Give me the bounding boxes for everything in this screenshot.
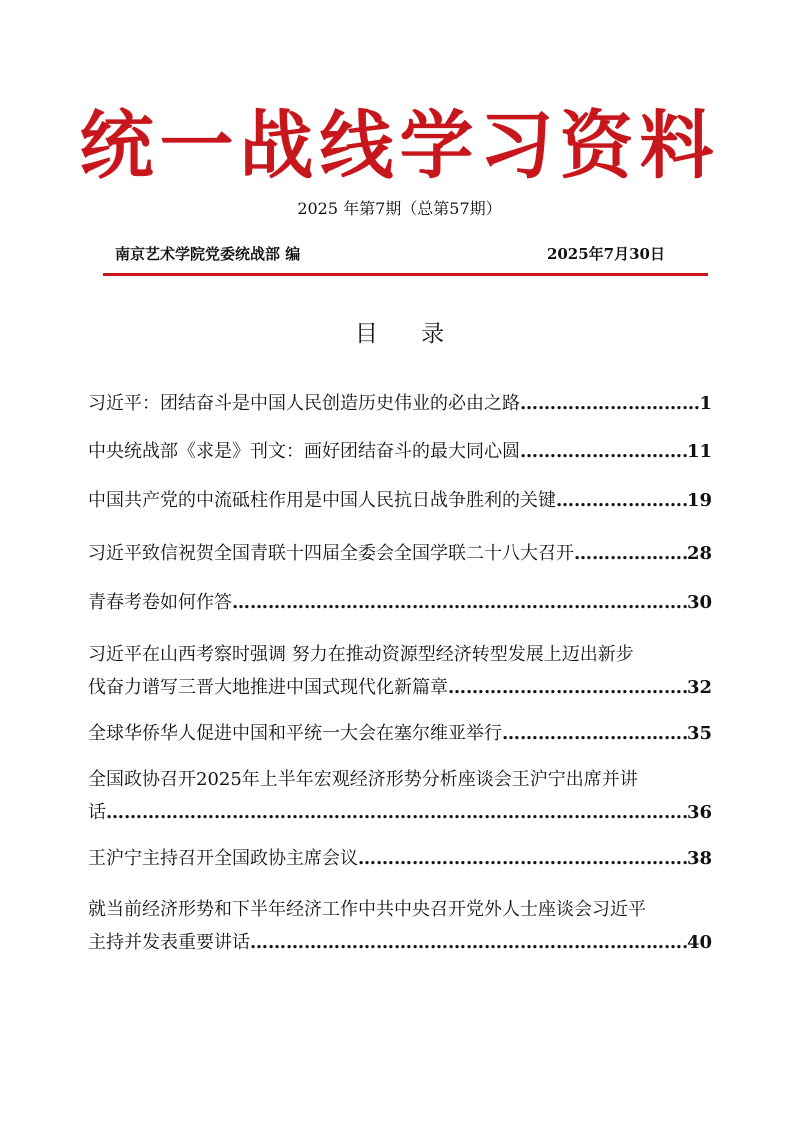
toc-entry-title: 青春考卷如何作答 — [88, 592, 232, 613]
toc-entry-title: 全球华侨华人促进中国和平统一大会在塞尔维亚举行 — [88, 723, 502, 744]
toc-entry-title: 习近平致信祝贺全国青联十四届全委会全国学联二十八大召开 — [88, 543, 574, 564]
toc-leader-dots — [502, 717, 687, 750]
toc-entry[interactable] — [88, 717, 712, 750]
toc-entry-page: 30 — [686, 592, 712, 613]
publication-date: 2025年7月30日 — [546, 245, 665, 263]
toc-leader-dots — [358, 842, 687, 875]
toc-leader-dots — [520, 387, 699, 420]
editor-credit: 南京艺术学院党委统战部 编 — [115, 245, 301, 263]
toc-entry-title: 习近平：团结奋斗是中国人民创造历史伟业的必由之路 — [88, 393, 520, 414]
toc-leader-dots — [106, 796, 687, 829]
toc-entry-title: 王沪宁主持召开全国政协主席会议 — [88, 848, 358, 869]
toc-entry-title: 话 — [88, 802, 106, 823]
toc-entry-title: 中国共产党的中流砥柱作用是中国人民抗日战争胜利的关键 — [88, 490, 556, 511]
toc-leader-dots — [232, 586, 687, 619]
toc-leader-dots — [556, 484, 687, 517]
toc-entry[interactable] — [88, 537, 712, 570]
toc-entry-page: 1 — [699, 393, 712, 414]
toc-entry-page: 28 — [686, 543, 712, 564]
toc-entry-title-line1: 就当前经济形势和下半年经济工作中共中央召开党外人士座谈会习近平 — [88, 899, 646, 920]
document-title: 统一战线学习资料 — [79, 103, 720, 189]
toc-entry-title-line1: 全国政协召开2025年上半年宏观经济形势分析座谈会王沪宁出席并讲 — [88, 769, 638, 790]
toc-leader-dots — [520, 435, 687, 468]
toc-leader-dots — [574, 537, 687, 570]
toc-entry-page: 38 — [686, 848, 712, 869]
toc-entry[interactable] — [88, 842, 712, 875]
toc-entry-page: 32 — [686, 677, 712, 698]
header-divider — [103, 273, 708, 276]
toc-entry-title: 中央统战部《求是》刊文：画好团结奋斗的最大同心圆 — [88, 441, 520, 462]
toc-entry-page: 19 — [686, 490, 712, 511]
toc-entry-page: 40 — [686, 932, 712, 953]
toc-heading: 目 录 — [354, 321, 463, 347]
toc-entry-title: 主持并发表重要讲话 — [88, 932, 250, 953]
toc-entry-page: 11 — [686, 441, 712, 462]
toc-entry[interactable] — [88, 387, 712, 420]
toc-entry[interactable] — [88, 484, 712, 517]
toc-entry[interactable] — [88, 893, 712, 959]
toc-entry-page: 35 — [686, 723, 712, 744]
issue-number: 2025 年第7期（总第57期） — [297, 199, 502, 218]
toc-entry[interactable] — [88, 435, 712, 468]
toc-leader-dots — [448, 671, 687, 704]
toc-leader-dots — [250, 926, 687, 959]
toc-entry[interactable] — [88, 763, 712, 829]
toc-entry-title: 伐奋力谱写三晋大地推进中国式现代化新篇章 — [88, 677, 448, 698]
toc-entry-page: 36 — [686, 802, 712, 823]
toc-entry[interactable] — [88, 586, 712, 619]
toc-entry[interactable] — [88, 638, 712, 704]
toc-entry-title-line1: 习近平在山西考察时强调 努力在推动资源型经济转型发展上迈出新步 — [88, 644, 634, 665]
